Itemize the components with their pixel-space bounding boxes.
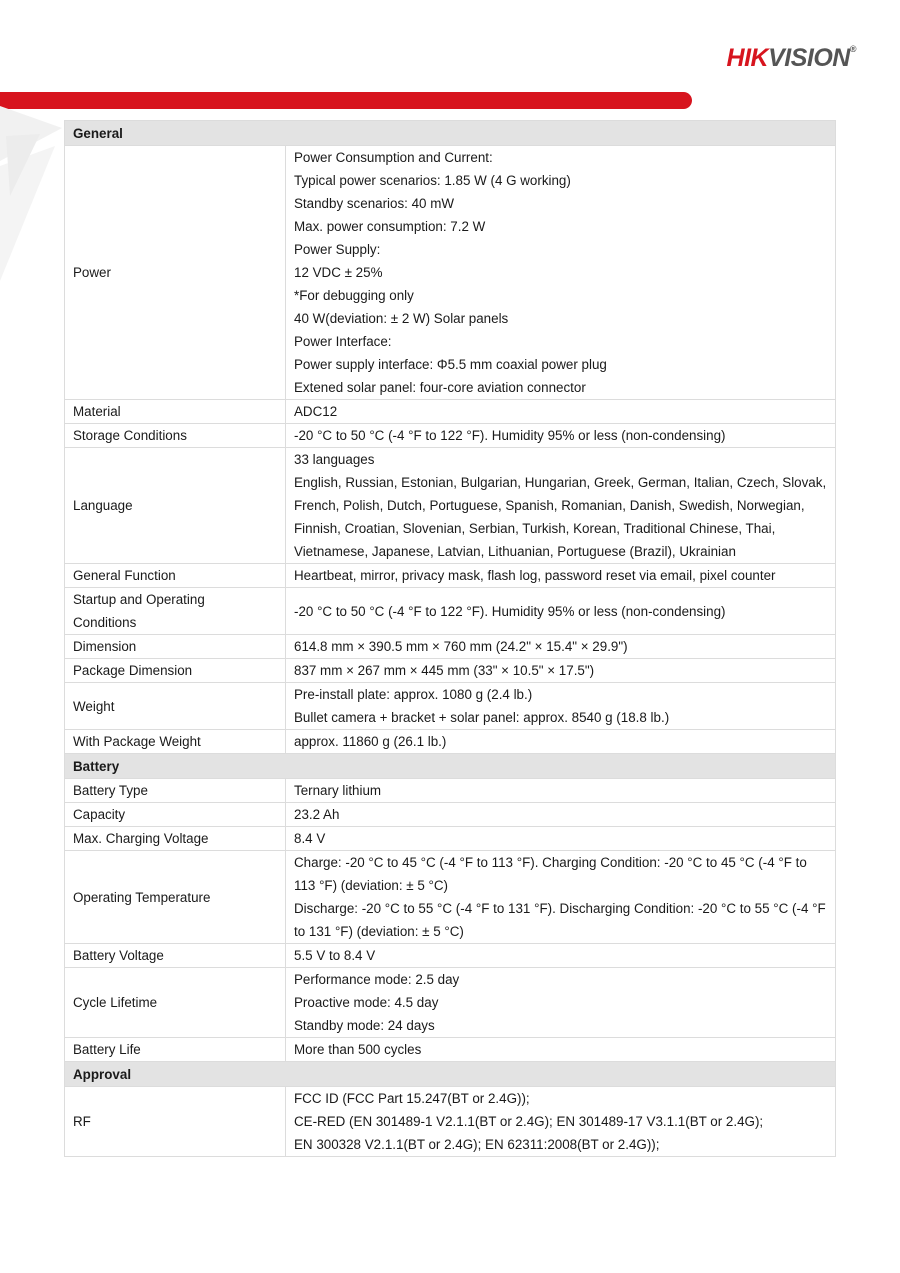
spec-value-line: CE-RED (EN 301489-1 V2.1.1(BT or 2.4G); EN 301489-17 V3.1.1(BT or 2.4G); bbox=[294, 1114, 764, 1129]
spec-value-line: English, Russian, Estonian, Bulgarian, Hungarian, Greek, German, Italian, Czech, Slovak, bbox=[294, 475, 827, 490]
spec-key-line: Language bbox=[73, 498, 133, 513]
spec-value-line: Standby scenarios: 40 mW bbox=[294, 196, 455, 211]
spec-value-line: Power Supply: bbox=[294, 242, 381, 257]
watermark-shape-icon bbox=[0, 106, 70, 286]
spec-value-line: French, Polish, Dutch, Portuguese, Spanish, Romanian, Danish, Swedish, Norwegian, bbox=[294, 498, 805, 513]
table-row bbox=[65, 730, 836, 754]
spec-key-line: Operating Temperature bbox=[73, 889, 211, 905]
spec-value-line: 23.2 Ah bbox=[294, 807, 340, 822]
spec-value-line: -20 °C to 50 °C (-4 °F to 122 °F). Humidity 95% or less (non-condensing) bbox=[294, 428, 726, 443]
table-row bbox=[65, 827, 836, 851]
table-row bbox=[65, 803, 836, 827]
section-title: Battery bbox=[65, 754, 836, 779]
spec-key-line: Conditions bbox=[73, 615, 137, 630]
spec-value-line: Proactive mode: 4.5 day bbox=[294, 995, 439, 1010]
spec-value-line: FCC ID (FCC Part 15.247(BT or 2.4G)); bbox=[294, 1091, 530, 1106]
section-title: Approval bbox=[65, 1062, 836, 1087]
section-title: General bbox=[65, 121, 836, 146]
spec-key bbox=[65, 448, 286, 564]
spec-key bbox=[65, 588, 286, 635]
spec-value-line: 12 VDC ± 25% bbox=[294, 265, 383, 280]
spec-value bbox=[286, 400, 836, 424]
spec-value bbox=[286, 635, 836, 659]
table-row bbox=[65, 424, 836, 448]
spec-value-line: 837 mm × 267 mm × 445 mm (33" × 10.5" × 17.5") bbox=[294, 663, 595, 678]
spec-value bbox=[286, 803, 836, 827]
spec-value-line: Vietnamese, Japanese, Latvian, Lithuanian, Portuguese (Brazil), Ukrainian bbox=[294, 544, 736, 559]
spec-value bbox=[286, 730, 836, 754]
spec-value-line: More than 500 cycles bbox=[294, 1042, 422, 1057]
spec-value-line: 614.8 mm × 390.5 mm × 760 mm (24.2" × 15.4" × 29.9") bbox=[294, 639, 628, 654]
spec-key bbox=[65, 1038, 286, 1062]
spec-value bbox=[286, 944, 836, 968]
table-row bbox=[65, 851, 836, 944]
spec-key bbox=[65, 564, 286, 588]
spec-value-line: 113 °F) (deviation: ± 5 °C) bbox=[294, 878, 449, 893]
spec-key-line: Package Dimension bbox=[73, 663, 193, 678]
spec-value-line: Bullet camera + bracket + solar panel: approx. 8540 g (18.8 lb.) bbox=[294, 710, 670, 725]
spec-key-line: Startup and Operating bbox=[73, 592, 205, 607]
spec-key-line: Weight bbox=[73, 698, 115, 714]
spec-value-line: Ternary lithium bbox=[294, 783, 382, 798]
spec-value-line: 8.4 V bbox=[294, 831, 326, 846]
spec-value bbox=[286, 588, 836, 635]
spec-value-line: Charge: -20 °C to 45 °C (-4 °F to 113 °F). Charging Condition: -20 °C to 45 °C (-4 °F to bbox=[294, 855, 807, 870]
spec-key-line: RF bbox=[73, 1114, 91, 1129]
spec-value-line: Heartbeat, mirror, privacy mask, flash log, password reset via email, pixel counter bbox=[294, 568, 776, 583]
table-row bbox=[65, 448, 836, 564]
spec-value-line: Power supply interface: Φ5.5 mm coaxial power plug bbox=[294, 357, 607, 372]
spec-value-line: ADC12 bbox=[294, 404, 338, 419]
spec-key bbox=[65, 400, 286, 424]
table-row bbox=[65, 1087, 836, 1157]
spec-value-line: Pre-install plate: approx. 1080 g (2.4 lb.) bbox=[294, 687, 533, 702]
table-row bbox=[65, 944, 836, 968]
spec-value-line: Extened solar panel: four-core aviation connector bbox=[294, 380, 586, 395]
spec-key bbox=[65, 683, 286, 730]
spec-key bbox=[65, 827, 286, 851]
hikvision-logo bbox=[727, 44, 856, 73]
spec-value bbox=[286, 1087, 836, 1157]
table-row bbox=[65, 635, 836, 659]
spec-table bbox=[64, 120, 836, 1157]
spec-value bbox=[286, 851, 836, 944]
spec-key bbox=[65, 659, 286, 683]
spec-value bbox=[286, 659, 836, 683]
spec-value-line: Power Consumption and Current: bbox=[294, 150, 493, 165]
spec-value-line: Discharge: -20 °C to 55 °C (-4 °F to 131 °F). Discharging Condition: -20 °C to 55 °C (-4 °F bbox=[294, 901, 826, 916]
spec-key-line: Capacity bbox=[73, 807, 126, 822]
logo-text-red: HIK bbox=[726, 44, 769, 72]
spec-value-line: Finnish, Croatian, Slovenian, Serbian, Turkish, Korean, Traditional Chinese, Thai, bbox=[294, 521, 776, 536]
spec-value-line: Performance mode: 2.5 day bbox=[294, 972, 460, 987]
spec-key-line: Battery Voltage bbox=[73, 948, 164, 963]
section-header bbox=[65, 754, 836, 779]
table-row bbox=[65, 1038, 836, 1062]
table-row bbox=[65, 683, 836, 730]
spec-value bbox=[286, 779, 836, 803]
spec-value bbox=[286, 1038, 836, 1062]
spec-key bbox=[65, 730, 286, 754]
table-row bbox=[65, 564, 836, 588]
spec-value-line: 5.5 V to 8.4 V bbox=[294, 948, 376, 963]
spec-value bbox=[286, 448, 836, 564]
header-red-bar bbox=[0, 92, 692, 109]
spec-key-line: Battery Life bbox=[73, 1042, 141, 1057]
registered-mark: ® bbox=[849, 44, 856, 54]
spec-key-line: Material bbox=[73, 404, 121, 419]
spec-value-line: Max. power consumption: 7.2 W bbox=[294, 219, 486, 234]
table-row bbox=[65, 588, 836, 635]
spec-value bbox=[286, 683, 836, 730]
spec-key bbox=[65, 944, 286, 968]
spec-key-line: Dimension bbox=[73, 639, 137, 654]
table-row bbox=[65, 400, 836, 424]
spec-key bbox=[65, 968, 286, 1038]
spec-key bbox=[65, 851, 286, 944]
spec-value-line: approx. 11860 g (26.1 lb.) bbox=[294, 734, 447, 749]
spec-value-line: -20 °C to 50 °C (-4 °F to 122 °F). Humidity 95% or less (non-condensing) bbox=[294, 603, 726, 619]
table-row bbox=[65, 659, 836, 683]
spec-value bbox=[286, 968, 836, 1038]
spec-key bbox=[65, 146, 286, 400]
spec-key bbox=[65, 779, 286, 803]
spec-key bbox=[65, 803, 286, 827]
spec-value-line: Standby mode: 24 days bbox=[294, 1018, 435, 1033]
spec-value-line: 33 languages bbox=[294, 452, 375, 467]
spec-key-line: Storage Conditions bbox=[73, 428, 187, 443]
spec-value bbox=[286, 564, 836, 588]
spec-value-line: EN 300328 V2.1.1(BT or 2.4G); EN 62311:2008(BT or 2.4G)); bbox=[294, 1137, 660, 1152]
spec-key-line: With Package Weight bbox=[73, 734, 201, 749]
section-header bbox=[65, 1062, 836, 1087]
spec-key-line: Battery Type bbox=[73, 783, 148, 798]
spec-key bbox=[65, 424, 286, 448]
spec-key-line: Max. Charging Voltage bbox=[73, 831, 209, 846]
spec-value-line: to 131 °F) (deviation: ± 5 °C) bbox=[294, 924, 464, 939]
spec-value-line: Power Interface: bbox=[294, 334, 392, 349]
spec-value-line: *For debugging only bbox=[294, 288, 414, 303]
spec-value-line: 40 W(deviation: ± 2 W) Solar panels bbox=[294, 311, 509, 326]
spec-value bbox=[286, 424, 836, 448]
spec-key-line: Cycle Lifetime bbox=[73, 995, 158, 1010]
logo-text-grey: VISION bbox=[768, 44, 850, 72]
spec-key-line: Power bbox=[73, 265, 111, 280]
spec-key-line: General Function bbox=[73, 568, 176, 583]
spec-key bbox=[65, 1087, 286, 1157]
spec-key bbox=[65, 635, 286, 659]
spec-value bbox=[286, 146, 836, 400]
spec-value-line: Typical power scenarios: 1.85 W (4 G working) bbox=[294, 173, 571, 188]
spec-value bbox=[286, 827, 836, 851]
section-header bbox=[65, 121, 836, 146]
table-row bbox=[65, 146, 836, 400]
table-row bbox=[65, 968, 836, 1038]
table-row bbox=[65, 779, 836, 803]
